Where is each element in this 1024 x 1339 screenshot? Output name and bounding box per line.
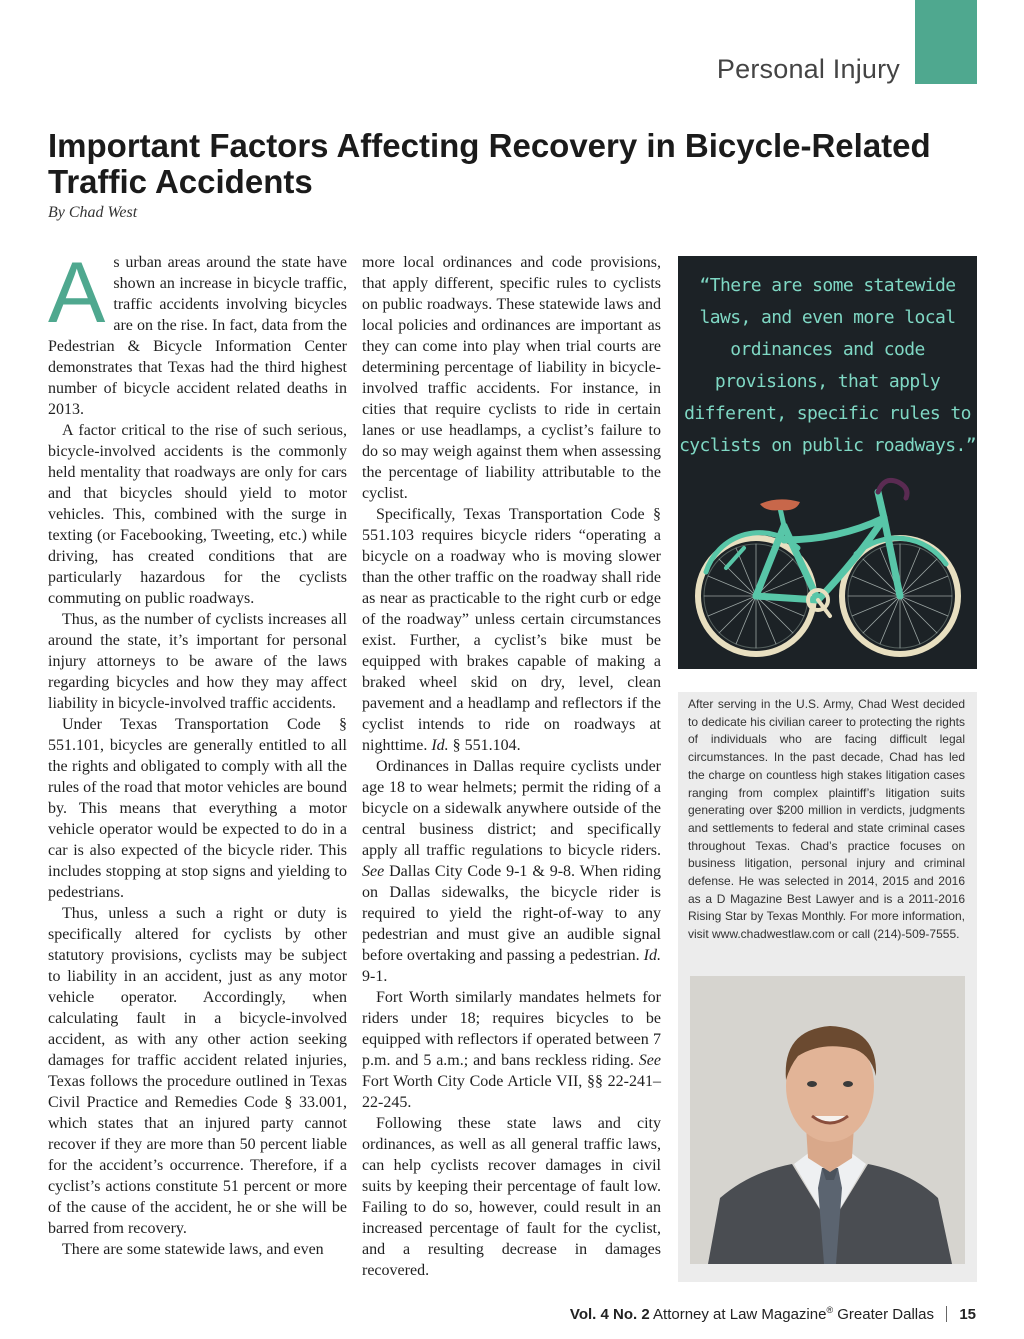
byline: By Chad West bbox=[48, 204, 138, 221]
author-bio: After serving in the U.S. Army, Chad West decided to dedicate his civilian career to protecting the rights of individuals who are facing difficult legal circumstances. In the past decade, Chad has led the charge on countless high stakes litigation cases ranging from complex plaintiff’s litigation suits generating over $200 million in verdicts, judgments and settlements to federal and state criminal cases throughout Texas. Chad’s practice focuses on business litigation, personal injury and criminal defense. He was selected in 2014, 2015 and 2016 as a D Magazine Best Lawyer and is a 2011-2016 Rising Star by Texas Monthly. For more information, visit www.chadwestlaw.com or call (214)-509-7555. bbox=[688, 697, 965, 942]
drop-cap: A bbox=[48, 245, 106, 341]
article-title: Important Factors Affecting Recovery in Bicycle-Related Traffic Accidents bbox=[48, 127, 931, 200]
author-bio-box bbox=[678, 692, 977, 1282]
page-number: 15 bbox=[959, 1306, 976, 1323]
divider bbox=[946, 1306, 947, 1322]
volume-issue: Vol. 4 No. 2 bbox=[569, 1306, 650, 1323]
pullquote-text: “There are some statewide laws, and even more local ordinances and code provisions, that apply different, specific rules to cyclists on public roadways.” bbox=[679, 275, 976, 456]
author-photo bbox=[690, 976, 965, 1264]
paragraph: Thus, unless a such a right or duty is specifically altered for cyclists by other statutory provisions, cyclists may be subject to liability in an accident, just as any motor vehicle operator. Accordingly, when calculating fault in a bicycle-involved accident, as with any other action seeking damages for traffic accident related injuries, Texas follows the procedure outlined in Texas Civil Practice and Remedies Code § 33.001, which states that an injured party cannot recover if they are more than 50 percent liable for the accident’s occurrence. Therefore, if a cyclist’s actions constitute 51 percent or more of the cause of the accident, he or she will be barred from recovery. bbox=[48, 905, 347, 1237]
magazine-name: Attorney at Law Magazine bbox=[653, 1306, 827, 1323]
paragraph: There are some statewide laws, and even bbox=[62, 1241, 324, 1258]
paragraph: As urban areas around the state have shown an increase in bicycle traffic, traffic accidents involving bicycles are on the rise. In fact, data from the Pedestrian & Bicycle Information Center demonstrates that Texas had the third highest number of bicycle accident related deaths in 2013. bbox=[48, 245, 347, 418]
paragraph: more local ordinances and code provisions, that apply different, specific rules to cyclists on public roadways. These statewide laws and local policies and ordinances are important as they can come into play when trial courts are determining percentage of liability in bicycle-involved traffic accidents. For instance, in cities that require cyclists to ride in certain lanes or use headlamps, a cyclist’s failure to do so may weigh against them when assessing the percentage of liability attributable to the cyclist. bbox=[362, 254, 661, 502]
bicycle-illustration bbox=[688, 468, 968, 668]
paragraph: Specifically, Texas Transportation Code § 551.103 requires bicycle riders “operating a bicycle on a roadway who is moving slower than the other traffic on the roadway shall ride as near as practicable to the right curb or edge of the roadway” unless certain circumstances exist. Further, a cyclist’s bike must be equipped with brakes capable of making a braked wheel skid on dry, level, clean pavement and a headlamp and reflectors if the cyclist intends to ride on roadways at nighttime. Id. § 551.104. bbox=[362, 506, 661, 754]
edition-name: Greater Dallas bbox=[837, 1306, 934, 1323]
pullquote-box bbox=[678, 256, 977, 669]
paragraph: Thus, as the number of cyclists increases all around the state, it’s important for personal injury attorneys to be aware of the laws regarding bicycles and how they may affect liability in bicycle-involved traffic accidents. bbox=[48, 611, 347, 712]
paragraph: Under Texas Transportation Code § 551.101, bicycles are generally entitled to all the rights and obligated to comply with all the rules of the road that motor vehicles are bound by. This means that everything a motor vehicle operator would be expected to do in a car is also expected of the bicycle rider. This includes stopping at stop signs and yielding to pedestrians. bbox=[48, 716, 347, 901]
section-color-tab bbox=[915, 0, 977, 84]
article-column-1 bbox=[48, 245, 347, 1260]
page-footer bbox=[570, 1305, 976, 1323]
section-label: Personal Injury bbox=[716, 54, 900, 84]
paragraph: Ordinances in Dallas require cyclists under age 18 to wear helmets; permit the riding of a bicycle on a sidewalk anywhere outside of the central business district; and specifically apply all traffic regulations to bicycle riders. See Dallas City Code 9-1 & 9-8. When riding on Dallas sidewalks, the bicycle rider is required to yield the right-of-way to any pedestrian and must give an audible signal before overtaking and passing a pedestrian. Id. 9-1. bbox=[362, 758, 661, 985]
article-column-2 bbox=[362, 252, 661, 1281]
paragraph: Fort Worth similarly mandates helmets for riders under 18; requires bicycles to be equipped with reflectors if operated between 7 p.m. and 5 a.m.; and bans reckless riding. See Fort Worth City Code Article VII, §§ 22-241–22-245. bbox=[362, 989, 661, 1111]
paragraph: Following these state laws and city ordinances, as well as all general traffic laws, can help cyclists recover damages in civil suits by keeping their percentage of fault low. Failing to do so, however, could result in an increased percentage of fault for the cyclist, and a resulting decrease in damages recovered. bbox=[362, 1115, 661, 1279]
registered-mark: ® bbox=[826, 1305, 834, 1315]
paragraph: A factor critical to the rise of such serious, bicycle-involved accidents is the commonly held mentality that roadways are only for cars and that bicycles should yield to motor vehicles. This, combined with the surge in texting (or Facebooking, Tweeting, etc.) while driving, has created conditions that are particularly hazardous for the cyclists commuting on public roadways. bbox=[48, 422, 347, 607]
